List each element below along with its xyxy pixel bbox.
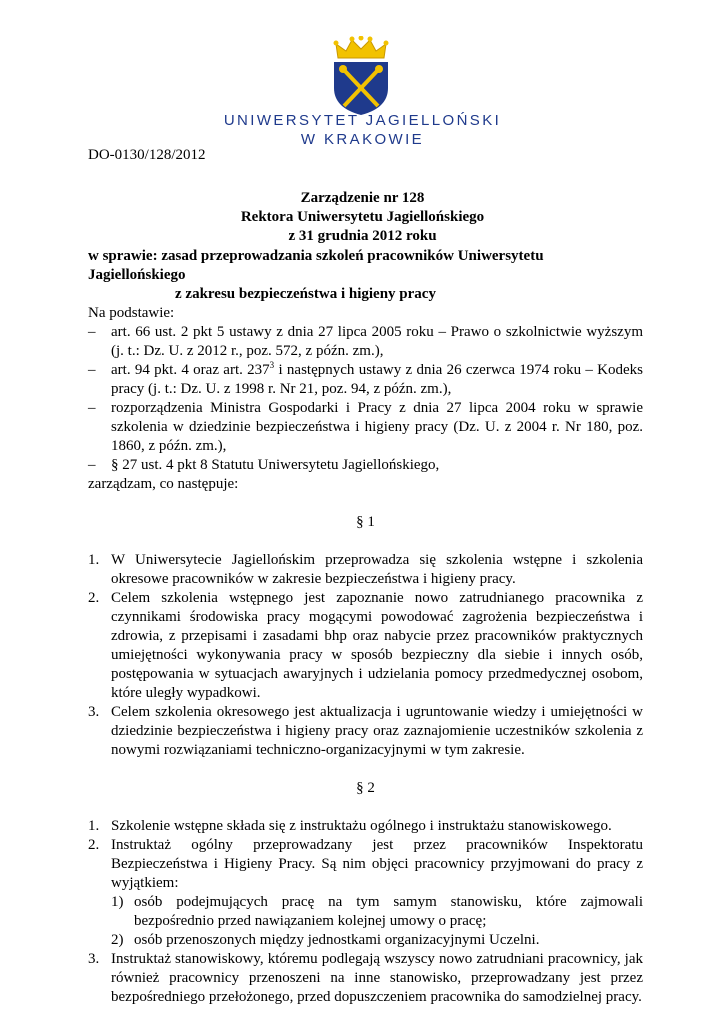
document-body (88, 304, 643, 1007)
section1-item: 3. Celem szkolenia okresowego jest aktualizacja i ugruntowanie wiedzy i umiejętności w dziedzinie bezpieczeństwa i higieny pracy oraz zaznajomienie uczestników szkolenia z nowymi rozwiązaniami techniczno-organizacyjnymi w tym zakresie. (88, 704, 643, 758)
university-logo (330, 36, 392, 116)
basis-item: – § 27 ust. 4 pkt 8 Statutu Uniwersytetu Jagiellońskiego, (88, 457, 440, 473)
section-heading: § 2 (356, 780, 375, 796)
title-line: z 31 grudnia 2012 roku (288, 228, 437, 244)
university-name: UNIWERSYTET JAGIELLOŃSKI (223, 112, 502, 129)
section2-item: 1. Szkolenie wstępne składa się z instruktażu ogólnego i instruktażu stanowiskowego. (88, 818, 612, 834)
university-city: W KRAKOWIE (300, 131, 425, 148)
subject-line: z zakresu bezpieczeństwa i higieny pracy (175, 286, 436, 302)
basis-item: – rozporządzenia Ministra Gospodarki i Pracy z dnia 27 lipca 2004 roku w sprawie szkolenia w dziedzinie bezpieczeństwa i higieny pracy (Dz. U. z 2004 r. Nr 180, poz. 1860, z późn. zm.), (88, 400, 643, 454)
title-line: Zarządzenie nr 128 (300, 190, 425, 206)
section1-item: 1. W Uniwersytecie Jagiellońskim przeprowadza się szkolenia wstępne i szkolenia okresowe pracowników w zakresie bezpieczeństwa i higieny pracy. (88, 552, 643, 587)
document-title (0, 189, 725, 246)
basis-intro: Na podstawie: (88, 305, 175, 321)
section2-subitem: 2) osób przenoszonych między jednostkami organizacyjnymi Uczelni. (111, 932, 540, 948)
section-heading: § 1 (356, 514, 375, 530)
title-line: Rektora Uniwersytetu Jagiellońskiego (240, 209, 485, 225)
subject-line: w sprawie: zasad przeprowadzania szkoleń pracowników Uniwersytetu Jagiellońskiego (88, 248, 544, 283)
document-subject (88, 247, 643, 304)
section2-item: 3. Instruktaż stanowiskowy, któremu podlegają wszyscy nowo zatrudniani pracownicy, jak również pracownicy przenoszeni na inne stanowisko, przeprowadzany jest przez bezpośredniego przełożonego, przed dopuszczeniem pracownika do samodzielnej pracy. (88, 951, 643, 1005)
document-number: DO-0130/128/2012 (88, 147, 206, 163)
section2-item: 2. Instruktaż ogólny przeprowadzany jest przez pracowników Inspektoratu Bezpieczeństwa i Higieny Pracy. Są nim objęci pracownicy przyjmowani do pracy z wyjątkiem: (88, 837, 643, 891)
section1-item: 2. Celem szkolenia wstępnego jest zapoznanie nowo zatrudnianego pracownika z czynnikami środowiska pracy mogącymi powodować zagrożenia bezpieczeństwa i zdrowia, z przepisami i zasadami bhp oraz nabycie przez pracowników praktycznych umiejętności wykonywania pracy w sposób bezpieczny dla siebie i innych osób, postępowania w sytuacjach awaryjnych i udzielania pomocy przedmedycznej osobom, które uległy wypadkowi. (88, 590, 643, 701)
decree-statement: zarządzam, co następuje: (88, 476, 239, 492)
crown-icon (334, 36, 389, 58)
basis-item: – art. 94 pkt. 4 oraz art. $237^3$ i następnych ustawy z dnia 26 czerwca 1974 roku – Kodeks pracy (j. t.: Dz. U. z 1998 r. Nr 21, poz. 94, z późn. zm.), (88, 360, 643, 397)
basis-item: – art. 66 ust. 2 pkt 5 ustawy z dnia 27 lipca 2005 roku – Prawo o szkolnictwie wyższym (j. t.: Dz. U. z 2012 r., poz. 572, z późn. zm.), (88, 324, 643, 359)
section2-subitem: 1) osób podejmujących pracę na tym samym stanowisku, które zajmowali bezpośrednio przed nawiązaniem kolejnej umowy o pracę; (111, 894, 643, 929)
shield-icon (334, 62, 388, 115)
